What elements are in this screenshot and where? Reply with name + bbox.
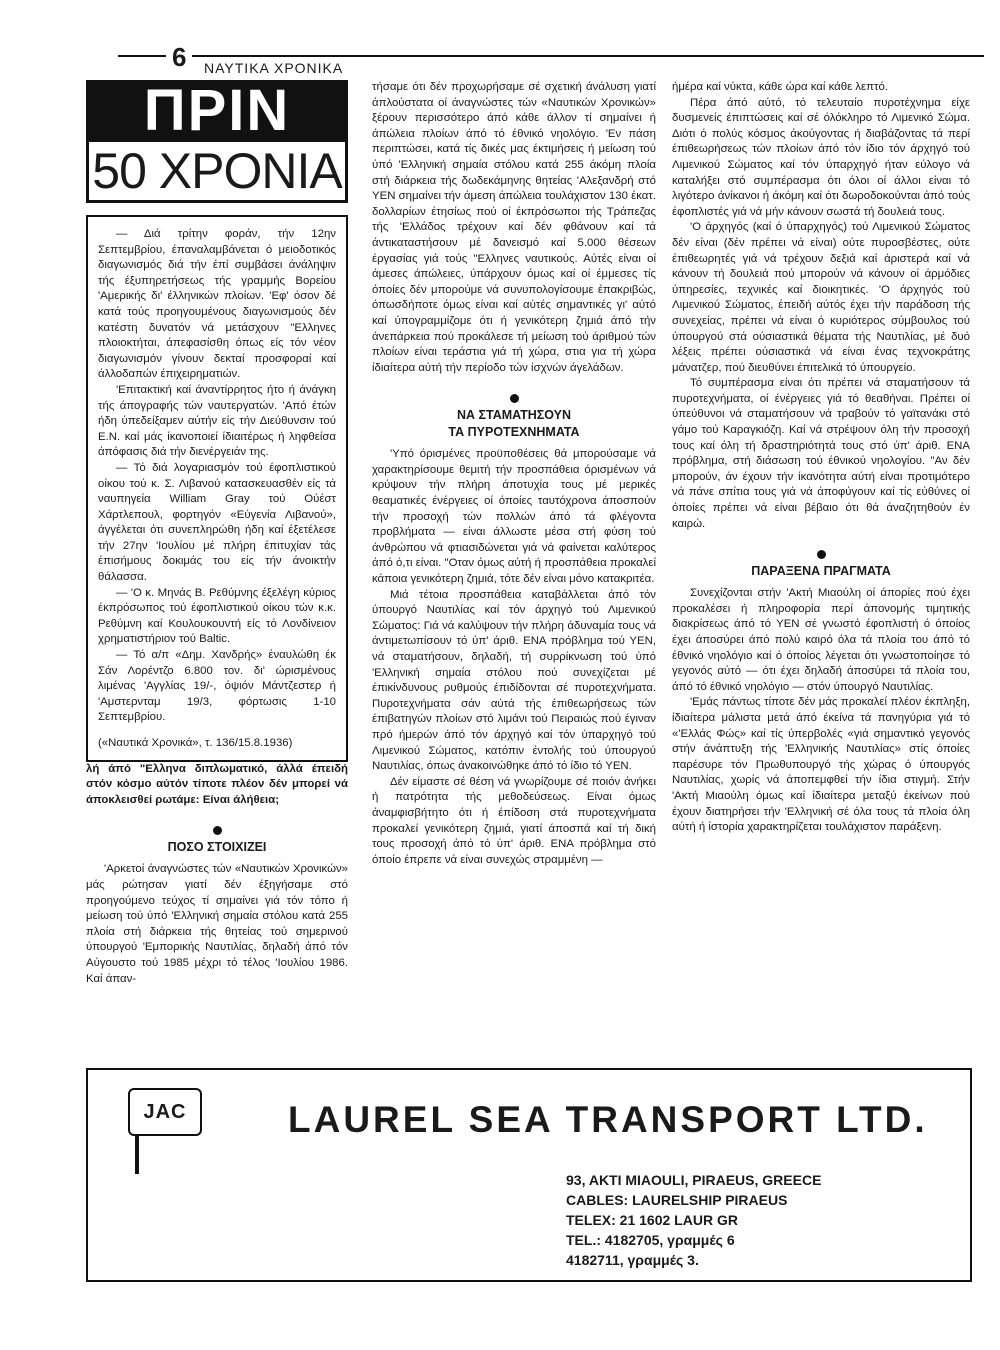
- telephone-line: TEL.: 4182705, γραμμές 6: [566, 1232, 735, 1248]
- telex-line: TELEX: 21 1602 LAUR GR: [566, 1212, 738, 1228]
- section-heading-pyrotexnimata: [372, 407, 656, 441]
- article-paragraph: 'Εμάς πάντως τίποτε δέν μάς προκαλεί πλέον έκπληξη, ίδιαίτερα μάλιστα μετά άπό έκείνα τά πανηγύρια γιά τό «'Ελλάς Φώς» καί τίς ύπερβολές «γιά σημαντικό γεγονός στήν άνάπτυξη τής 'Ελληνικής Ναυτιλίας» στίς όποίες παρέσυρε τόν Πρωθυπουργό τής χώρας ό ύπουργός Ναυτιλίας, χωρίς νά άποπεμφθεί τήν ίδια στιγμή. Στήν 'Ακτή Μιαούλη όμως καί ίδιαίτερα μεταξύ έκείνων πού έχουν διατηρήσει τήν 'Ελληνική σέ όλα τους τά πλοία όλη αύτή ή ίστορία χαρακτηρίζεται τουλάχιστον παράξενη.: [672, 696, 970, 834]
- article-paragraph: ήμέρα καί νύκτα, κάθε ώρα καί κάθε λεπτό.: [672, 81, 888, 93]
- history-paragraph: — Τό διά λογαριασμόν τού έφοπλιστικού οίκου τού κ. Σ. Λιβανού κατασκευασθέν είς τά ναυπηγεία William Gray τού Ούέστ Χάρτλεπουλ, φορτηγόν «Εύγενία Λιβανού», άγγέλεται ότι συνεπληρώθη ήδη καί έξετέλεσε τήν 27ην 'Ιουλίου μέ πλήρη έπιτυχίαν τάς έπισήμους δοκιμάς του είς τήν άνοικτήν θάλασσα.: [98, 461, 336, 584]
- page-number: 6: [172, 42, 187, 72]
- column-1: [86, 80, 348, 987]
- article-paragraph: Πέρα άπό αύτό, τό τελευταίο πυροτέχνημα είχε δυσμενείς έπιπτώσεις καί σέ όλόκληρο τό Λιμενικό Σώμα. Διότι ό πολύς κόσμος άκούγοντας ή διαβάζοντας τά περί έπιθεωρήσεως τών πλοίων άπό τόν ίδιο τόν άρχηγό τού Λιμενικού Σώματος καί τόν ύπαρχηγό ήταν εύλογο νά καταλήξει στό συμπέρασμα ότι όλοι οί άλλοι είναι τό λιγότερο άνίκανοι ή άκόμη καί ότι δωροδοκούνται άπό τούς έφοπλιστές γιά νά μήν κάνουν σωστά τή δουλειά τους.: [672, 96, 970, 218]
- history-source: («Ναυτικά Χρονικά», τ. 136/15.8.1936): [98, 737, 293, 749]
- section-heading-poso-stoixizei: ΠΟΣΟ ΣΤΟΙΧΙΖΕΙ: [167, 840, 267, 855]
- section-heading-line: ΤΑ ΠΥΡΟΤΕΧΝΗΜΑΤΑ: [448, 425, 580, 440]
- company-name: LAUREL SEA TRANSPORT LTD.: [288, 1099, 928, 1140]
- history-paragraph: — Τό α/π «Δημ. Χανδρής» έναυλώθη έκ Σάν Λορέντζο 6.800 τον. δι' ώρισμένους λιμένας 'Αγγλίας 19/-, όψιόν Μάντζεστερ ή 'Αμστερνταμ 19/3, φόρτωσις 1-10 Σεπτεμβρίου.: [98, 649, 336, 724]
- article-paragraph: 'Αρκετοί άναγνώστες τών «Ναυτικών Χρονικών» μάς ρώτησαν γιατί δέν έξηγήσαμε στό προηγούμενο τεύχος τί σημαίνει γιά τόν τόπο ή μείωση τού ύπό 'Ελληνική σημαία στόλου κατά 255 πλοία στή διάρκεια τής θητείας τού σημερινού ύπουργού 'Εμπορικής Ναυτιλίας, δηλαδή άπό τόν Αύγουστο τού 1985 μέχρι τό τέλος 'Ιουλίου 1986. Καί άπαν-: [86, 863, 348, 985]
- article-paragraph: Συνεχίζονται στήν 'Ακτή Μιαούλη οί άπορίες πού έχει προκαλέσει ή πληροφορία περί άπονομής τιμητικής διακρίσεως άπό τό ΥΕΝ σέ γνωστό έφοπλιστή ό όποίος έχει άποσύρει άπό πολύ καιρό όλα τά πλοία του άπό τό έθνικό νηολόγιο καί ό όποίος λέγεται ότι γνωστοποίησε τό γεγονός αύτό — ότι έχει δηλαδή άποσύρει τά πλοία του, άπό τό έθνικό νηολόγιο — στόν ύπουργό Ναυτιλίας.: [672, 587, 970, 693]
- header-rule-right: [192, 55, 984, 57]
- article-paragraph: 'Ο άρχηγός (καί ό ύπαρχηγός) τού Λιμενικού Σώματος δέν είναι (δέν πρέπει νά είναι) ούτε πυροσβέστες, ούτε έπιθεωρητές γιά νά τρέχουν δεξιά καί άριστερά καί νά κάνουν τή δουλειά πού μπορούν νά κάνουν οί άρμόδιες ύπηρεσίες, τεχνικές καί διοικητικές. 'Ο άρχηγός τού Λιμενικού Σώματος, έπειδή αύτός έχει τήν παράδοση τής συνεχείας, πρέπει νά είναι ό κυριότερος σύμβουλος τού ύπουργού στά ούσιαστικά θέματα τής Ναυτιλίας, μέ δυό λέξεις πρέπει ούσιαστικά νά είναι ένας τεχνοκράτης μάνατζερ, πού διευθύνει έπιτελικά τό ύπουργείο.: [672, 221, 970, 374]
- advertisement: [86, 1068, 972, 1282]
- heading-50-years: 50 ΧΡΟΝΙΑ: [86, 142, 348, 203]
- section-bullet: [213, 826, 222, 835]
- section-heading-paraxena-pragmata: ΠΑΡΑΞΕΝΑ ΠΡΑΓΜΑΤΑ: [751, 564, 891, 579]
- history-paragraph: 'Επιτακτική καί άναντίρρητος ήτο ή άνάγκη τής άπογραφής τών ναυτεργατών. 'Από έτών ήδη ύπεδείξαμεν αύτήν είς τήν Διεύθυνσιν τού Ε.Ν. καί μάς ίκανοποιεί ίδιαιτέρως ή ληφθείσα άπόφασις διά τήν διενέργειάν της.: [98, 383, 336, 459]
- article-paragraph: Μιά τέτοια προσπάθεια καταβάλλεται άπό τόν ύπουργό Ναυτιλίας καί τόν άρχηγό τού Λιμενικού Σώματος: Γιά νά καλύψουν τήν πλήρη άδυναμία τους νά άντιμετωπίσουν τό ύπ' άριθ. ΕΝΑ πρόβλημα τού ΥΕΝ, νά σταματήσουν, δηλαδή, τή συρρίκνωση τού ύπό 'Ελληνική σημαία στόλου πού συνεχίζεται μέ έπικίνδυνους ρυθμούς έπιδίδονται σέ πυροτεχνήματα. Πυροτεχνήματα σάν αύτά τής έπιθεωρήσεως τών έπιβατηγών πλοίων στό λιμάνι τού Πειραιώς πού έγιναν πρό ήμερών άπό τόν άρχηγό καί τόν ύπαρχηγό τού Λιμενικού Σώματος, κατόπιν έντολής τού ύπουργού Ναυτιλίας, όπως άνακοινώθηκε άπό τό ίδιο τό ΥΕΝ.: [372, 588, 656, 773]
- publication-title: ΝΑΥΤΙΚΑ ΧΡΟΝΙΚΑ: [204, 60, 344, 76]
- flag-pole-icon: [135, 1134, 139, 1174]
- bold-lead-text: λή άπό "Ελληνα διπλωματικό, άλλά έπειδή στόν κόσμο αύτόν τίποτε πλέον δέν μπορεί νά άποκλεισθεί ρωτάμε: Είναι άλήθεια;: [86, 762, 348, 806]
- jac-flag-logo: JAC: [128, 1088, 202, 1136]
- contact-info: [566, 1170, 821, 1270]
- cables-line: CABLES: LAURELSHIP PIRAEUS: [566, 1192, 788, 1208]
- section-heading-line: ΝΑ ΣΤΑΜΑΤΗΣΟΥΝ: [456, 408, 572, 423]
- heading-prin: ΠΡΙΝ: [86, 80, 348, 142]
- header-rule-left: [118, 55, 166, 57]
- column-2: [372, 80, 656, 868]
- history-box: [86, 215, 348, 762]
- column-3: [672, 80, 970, 836]
- article-paragraph: 'Υπό όρισμένες προϋποθέσεις θά μπορούσαμε νά χαρακτηρίσουμε θεμιτή τήν προσπάθεια όρισμένων νά κρύψουν τήν πλήρη άποτυχία τους μέ μερικές θεαματικές ένέργειες οί όποίες ταυτόχρονα άποσπούν τήν προσοχή τών πολλών άπό τά φλέγοντα προβλήματα — είναι άλλωστε μέσα στή φύση τού άνθρώπου νά φτιασιδώνεται γιά νά φαίνεται καλύτερος άπό ό,τι είναι. "Οταν όμως αύτή ή προσπάθεια προκαλεί κάποια γενικότερη ζημιά, τότε δέν είναι μόνο κατακριτέα.: [372, 448, 656, 586]
- address-line: 93, AKTI MIAOULI, PIRAEUS, GREECE: [566, 1172, 822, 1188]
- article-paragraph: Δέν είμαστε σέ θέση νά γνωρίζουμε σέ ποιόν άνήκει ή πατρότητα τής μεθοδεύσεως. Είναι όμως άναμφισβήτητο ότι ή έπίδοση στά πυροτεχνήματα προκαλεί γενικότερη ζημιά, γιατί άποσπά καί τή δική τους προσοχή άπό τό ύπ' άριθ. ΕΝΑ πρόβλημα στό όποίο έπρεπε νά είναι συνεχώς στραμμένη —: [372, 775, 656, 866]
- article-paragraph: τήσαμε ότι δέν προχωρήσαμε σέ σχετική άνάλυση γιατί άπλούστατα οί άναγνώστες τών «Ναυτικών Χρονικών» ξέρουν περισσότερο άπό κάθε άλλον τί σημαίνει ή άπώλεια πλοίων άπό τό έθνικό νηολόγιο. 'Εν πάση περιπτώσει, κατά τίς δικές μας έκτιμήσεις ή μείωση τού ύπό 'Ελληνική σημαία στόλου κατά 255 άκόμη πλοία στή διάρκεια τής δωδεκάμηνης θητείας 'Αλεξανδρή στό ΥΕΝ σημαίνει τήν άμεση άπώλεια τουλάχιστον 130 έκατ. δολλαρίων έτησίως πού οί έκπρόσωποι τής Τράπεζας τής 'Ελλάδος τρέχουν καί δέν φθάνουν καί τά άντικαταστήσουν μέ δανεισμό καί 5.000 θέσεων έργασίας γιά τούς "Ελληνες ναυτικούς. Αύτές είναι οί άμεσες άπώλειες, ύπάρχουν όμως καί οί έμμεσες τίς όποίες δέν μπορούμε νά συνυπολογίσουμε έπακριβώς, όπωσδήποτε όμως είναι καί αύτές σημαντικές γι' αύτό καί ύπογραμμίζομε ότι ή γενικότερη ζημιά άπό τήν άνεπάρκεια πού προκάλεσε τή μείωση τού άριθμού τών πλοίων είναι τεράστια γιά τή χώρα, στια για τή χώρα ίδιαίτερα αύτή τήν περίοδο τών ίσχνών άγελάδων.: [372, 81, 656, 374]
- section-bullet: [817, 550, 826, 559]
- history-paragraph: — 'Ο κ. Μηνάς Β. Ρεθύμνης έξελέγη κύριος έκπρόσωπος τού έφοπλιστικού οίκου τών κ.κ. Ρεθύμνη καί Κουλουκουντή είς τό Λονδίνειον χρηματιστήριον τού Baltic.: [98, 586, 336, 646]
- article-paragraph: Τό συμπέρασμα είναι ότι πρέπει νά σταματήσουν τά πυροτεχνήματα, οί ένέργειες γιά τό θεαθήναι. Πρέπει οί ύπεύθυνοι νά σταματήσουν νά τραβούν τό γαϊτανάκι στό γάμο τού Καραγκιόζη. Καί νά στρέψουν όλη τήν προσοχή τους καί όλη τή δραστηριότητά τους στό ύπ' άριθ. ΕΝΑ πρόβλημα, στή διάσωση τού έθνικού νηολογίου. "Αν δέν μπορούν, άν έχουν τήν ίκανότητα αύτή είναι προτιμότερο νά πάνε σπίτια τους γιά νά άποφύγουν καί τίς εύθύνες οί όποίες πρέπει νά είναι βέβαιο ότι θά άναζητηθούν έν καιρώ.: [672, 377, 970, 530]
- history-paragraph: — Διά τρίτην φοράν, τήν 12ην Σεπτεμβρίου, έπαναλαμβάνεται ό μειοδοτικός διαγωνισμός διά τήν έπί συμβάσει άνάληψιν τής έξυπηρετήσεως τής γραμμής Βορείου 'Αμερικής δι' έλληνικών πλοίων. 'Εφ' όσον δέ κατά τούς προηγουμένους διαγωνισμούς δέν κατέστη δυνατόν νά μετάσχουν "Ελληνες πλοιοκτήται, άπεφασίσθη όπως είς τόν νέον διαγωνισμόν γίνουν δεκταί προσφοραί καί άλλοδαπών έπιχειρηματιών.: [98, 228, 336, 381]
- section-bullet: [510, 394, 519, 403]
- telephone-line: 4182711, γραμμές 3.: [566, 1252, 699, 1268]
